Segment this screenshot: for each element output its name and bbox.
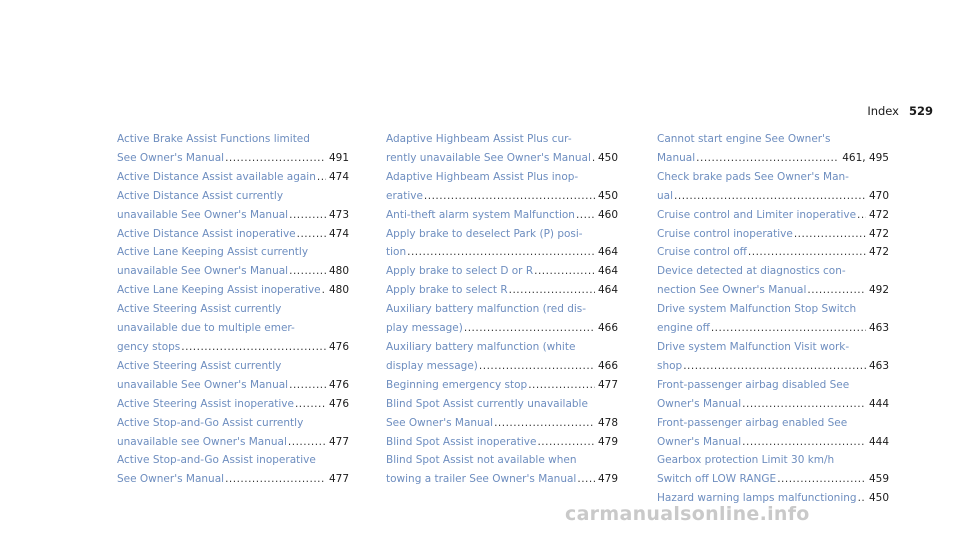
index-entry[interactable]	[386, 206, 618, 225]
index-entry-text[interactable]: unavailable See Owner's Manual	[117, 208, 289, 221]
dot-leader	[225, 149, 326, 168]
index-entry[interactable]	[386, 130, 618, 168]
index-entry-page[interactable]: 477	[597, 378, 618, 391]
dot-leader	[807, 281, 866, 300]
dot-leader	[857, 206, 866, 225]
index-entry-line	[117, 414, 349, 433]
index-entry-page[interactable]: 460	[597, 208, 618, 221]
index-entry-text[interactable]: Blind Spot Assist currently unavailable	[386, 397, 588, 410]
index-entry[interactable]	[386, 395, 618, 433]
dot-leader	[424, 187, 595, 206]
index-entry-text[interactable]: Auxiliary battery malfunction (white	[386, 340, 576, 353]
dot-leader	[711, 319, 866, 338]
index-entry[interactable]	[386, 300, 618, 338]
index-entry-line	[117, 281, 349, 300]
index-entry[interactable]	[657, 130, 889, 168]
index-entry-line	[657, 451, 889, 470]
index-entry-line	[386, 149, 618, 168]
dot-leader	[297, 225, 326, 244]
index-entry-text[interactable]: tion	[386, 246, 407, 259]
index-entry-line	[657, 206, 889, 225]
index-entry-text[interactable]: Active Stop-and-Go Assist currently	[117, 416, 304, 429]
index-entry-page[interactable]: 450	[868, 492, 889, 505]
index-entry-text[interactable]: Blind Spot Assist inoperative	[386, 435, 537, 448]
index-entry[interactable]	[657, 262, 889, 300]
index-entry-text[interactable]: Owner's Manual	[657, 435, 742, 448]
index-entry-page[interactable]: 474	[328, 170, 349, 183]
index-entry-line	[657, 357, 889, 376]
index-entry-line	[386, 319, 618, 338]
index-entry-line	[386, 262, 618, 281]
index-entry[interactable]	[386, 376, 618, 395]
index-entry-line	[386, 433, 618, 452]
index-entry-line	[386, 187, 618, 206]
index-entry-text[interactable]: nection See Owner's Manual	[657, 284, 807, 297]
index-entry-page[interactable]: 476	[328, 340, 349, 353]
index-entry-page[interactable]: 472	[868, 227, 889, 240]
dot-leader	[317, 168, 326, 187]
index-entry-line	[117, 319, 349, 338]
index-entry-line	[386, 376, 618, 395]
dot-leader	[289, 376, 326, 395]
index-entry-text[interactable]: Active Distance Assist inoperative	[117, 227, 296, 240]
index-entry-text[interactable]: Cannot start engine See Owner's	[657, 133, 831, 145]
index-entry-line	[117, 338, 349, 357]
index-entry[interactable]	[117, 187, 349, 225]
index-entry-page[interactable]: 464	[597, 265, 618, 278]
index-entry-page[interactable]: 480	[328, 265, 349, 278]
index-entry-text[interactable]: Check brake pads See Owner's Man-	[657, 170, 849, 183]
index-entry-line	[657, 395, 889, 414]
index-entry-line	[117, 149, 349, 168]
index-entry[interactable]	[657, 451, 889, 489]
index-entry-text[interactable]: Manual	[657, 151, 696, 164]
index-entry[interactable]	[117, 300, 349, 357]
index-entry-line	[117, 262, 349, 281]
dot-leader	[288, 433, 326, 452]
index-entry-page[interactable]: 472	[868, 208, 889, 221]
index-column-3	[657, 130, 889, 508]
index-entry-line	[386, 300, 618, 319]
index-entry-text[interactable]: unavailable See Owner's Manual	[117, 378, 289, 391]
index-entry-text[interactable]: Active Brake Assist Functions limited	[117, 133, 310, 145]
dot-leader	[696, 149, 839, 168]
index-entry[interactable]	[657, 376, 889, 414]
index-entry-text[interactable]: Active Steering Assist inoperative	[117, 397, 294, 410]
index-entry[interactable]	[117, 168, 349, 187]
index-entry-page[interactable]: 444	[868, 397, 889, 410]
dot-leader	[494, 414, 595, 433]
section-title: Index	[867, 104, 899, 118]
index-entry-line	[386, 168, 618, 187]
index-entry-page[interactable]: 479	[597, 473, 618, 486]
index-entry-line	[117, 225, 349, 244]
index-entry[interactable]	[117, 243, 349, 281]
index-entry-page[interactable]: 466	[597, 359, 618, 372]
dot-leader	[858, 489, 866, 508]
index-entry-line	[657, 338, 889, 357]
index-entry-page[interactable]: 459	[868, 473, 889, 486]
dot-leader	[289, 206, 326, 225]
index-entry[interactable]	[657, 338, 889, 376]
index-entry-page[interactable]: 476	[328, 378, 349, 391]
index-entry-page[interactable]: 474	[328, 227, 349, 240]
index-entry-line	[386, 414, 618, 433]
index-entry-line	[657, 262, 889, 281]
index-entry-line	[657, 168, 889, 187]
index-entry-text[interactable]: Hazard warning lamps malfunctioning	[657, 492, 857, 505]
index-entry[interactable]	[117, 451, 349, 489]
dot-leader	[295, 395, 326, 414]
index-entry[interactable]	[386, 281, 618, 300]
index-entry-line	[657, 376, 889, 395]
index-entry-line	[117, 130, 349, 149]
index-entry-text[interactable]: Active Distance Assist currently	[117, 189, 284, 202]
index-entry-line	[386, 130, 618, 149]
index-entry-text[interactable]: Adaptive Highbeam Assist Plus inop-	[386, 170, 579, 183]
index-entry-text[interactable]: shop	[657, 359, 683, 372]
index-entry[interactable]	[386, 225, 618, 263]
index-entry-text[interactable]: Beginning emergency stop	[386, 378, 528, 391]
index-entry-page[interactable]: 480	[328, 284, 349, 297]
index-entry-line	[657, 149, 889, 168]
index-entry-page[interactable]: 466	[597, 322, 618, 335]
index-entry-page[interactable]: 470	[868, 189, 889, 202]
index-entry-text[interactable]: Cruise control inoperative	[657, 227, 793, 240]
index-entry-page[interactable]: 463	[868, 322, 889, 335]
index-entry-text[interactable]: unavailable due to multiple emer-	[117, 322, 295, 335]
index-entry-text[interactable]: Front-passenger airbag enabled See	[657, 416, 848, 429]
watermark: carmanualsonline.info	[565, 503, 810, 525]
index-entry-line	[657, 433, 889, 452]
dot-leader	[577, 470, 595, 489]
index-entry-text[interactable]: Owner's Manual	[657, 397, 742, 410]
index-entry-line	[386, 451, 618, 470]
index-entry-page[interactable]: 461, 495	[842, 151, 889, 164]
index-entry-line	[386, 225, 618, 244]
index-entry[interactable]	[117, 395, 349, 414]
index-entry-line	[657, 243, 889, 262]
index-entry-text[interactable]: Gearbox protection Limit 30 km/h	[657, 454, 835, 467]
index-entry-page[interactable]: 450	[597, 151, 618, 164]
index-entry-line	[386, 281, 618, 300]
index-entry-text[interactable]: Apply brake to select D or R	[386, 265, 534, 278]
index-entry-text[interactable]: Adaptive Highbeam Assist Plus cur-	[386, 133, 572, 145]
index-entry-text[interactable]: unavailable See Owner's Manual	[117, 265, 289, 278]
index-entry-text[interactable]: unavailable see Owner's Manual	[117, 435, 287, 448]
dot-leader	[742, 395, 866, 414]
index-entry-line	[657, 225, 889, 244]
index-entry-text[interactable]: display message)	[386, 359, 478, 372]
index-entry-text[interactable]: See Owner's Manual	[117, 151, 225, 164]
index-entry-text[interactable]: Active Steering Assist currently	[117, 359, 282, 372]
index-entry-page[interactable]: 444	[868, 435, 889, 448]
index-entry-line	[657, 187, 889, 206]
index-entry-line	[657, 319, 889, 338]
index-entry-text[interactable]: Cruise control off	[657, 246, 747, 259]
index-entry-line	[386, 206, 618, 225]
index-entry-page[interactable]: 477	[328, 435, 349, 448]
dot-leader	[537, 433, 595, 452]
index-entry-page[interactable]: 477	[328, 473, 349, 486]
index-entry-page[interactable]: 491	[328, 151, 349, 164]
index-entry-text[interactable]: Active Stop-and-Go Assist inoperative	[117, 454, 316, 467]
dot-leader	[528, 376, 595, 395]
index-entry[interactable]	[657, 168, 889, 206]
index-entry[interactable]	[117, 225, 349, 244]
index-entry-page[interactable]: 473	[328, 208, 349, 221]
dot-leader	[674, 187, 866, 206]
index-entry-text[interactable]: Apply brake to select R	[386, 284, 508, 297]
index-entry-text[interactable]: erative	[386, 189, 423, 202]
dot-leader	[777, 470, 866, 489]
index-entry-page[interactable]: 450	[597, 189, 618, 202]
dot-leader	[322, 281, 326, 300]
index-entry-line	[117, 470, 349, 489]
index-entry-text[interactable]: Active Lane Keeping Assist currently	[117, 246, 309, 259]
index-entry[interactable]	[657, 243, 889, 262]
index-entry-page[interactable]: 478	[597, 416, 618, 429]
dot-leader	[225, 470, 326, 489]
dot-leader	[683, 357, 866, 376]
index-column-1	[117, 130, 349, 489]
index-entry-text[interactable]: See Owner's Manual	[386, 416, 494, 429]
index-entry-page[interactable]: 464	[597, 284, 618, 297]
index-entry-text[interactable]: towing a trailer See Owner's Manual	[386, 473, 577, 486]
index-entry-line	[117, 433, 349, 452]
index-entry[interactable]	[657, 225, 889, 244]
dot-leader	[748, 243, 866, 262]
index-entry-text[interactable]: Drive system Malfunction Stop Switch	[657, 303, 857, 316]
index-entry[interactable]	[386, 168, 618, 206]
index-entry-text[interactable]: Active Steering Assist currently	[117, 303, 282, 316]
index-entry-page[interactable]: 476	[328, 397, 349, 410]
dot-leader	[794, 225, 866, 244]
index-entry[interactable]	[117, 357, 349, 395]
index-entry-line	[117, 168, 349, 187]
index-entry-line	[117, 206, 349, 225]
index-column-2	[386, 130, 618, 489]
index-entry-line	[117, 376, 349, 395]
index-entry-text[interactable]: See Owner's Manual	[117, 473, 225, 486]
index-entry-page[interactable]: 492	[868, 284, 889, 297]
index-entry-line	[117, 243, 349, 262]
index-entry-text[interactable]: Apply brake to deselect Park (P) posi-	[386, 227, 583, 240]
index-entry-page[interactable]: 464	[597, 246, 618, 259]
index-entry-line	[657, 470, 889, 489]
index-entry-line	[386, 338, 618, 357]
index-entry-line	[117, 451, 349, 470]
index-entry[interactable]	[117, 281, 349, 300]
index-entry[interactable]	[386, 262, 618, 281]
index-entry-line	[386, 357, 618, 376]
index-entry-line	[386, 470, 618, 489]
index-entry[interactable]	[117, 130, 349, 168]
index-entry-line	[117, 357, 349, 376]
index-entry-text[interactable]: Anti-theft alarm system Malfunction	[386, 208, 575, 221]
index-entry-page[interactable]: 472	[868, 246, 889, 259]
index-entry-line	[117, 395, 349, 414]
index-entry-line	[657, 300, 889, 319]
dot-leader	[289, 262, 326, 281]
index-entry-text[interactable]: Device detected at diagnostics con-	[657, 265, 846, 278]
index-entry[interactable]	[117, 414, 349, 452]
index-entry[interactable]	[386, 451, 618, 489]
index-entry-text[interactable]: engine off	[657, 322, 710, 335]
index-entry-text[interactable]: ual	[657, 189, 674, 202]
dot-leader	[509, 281, 595, 300]
dot-leader	[464, 319, 595, 338]
index-entry-text[interactable]: gency stops	[117, 340, 181, 353]
dot-leader	[592, 149, 595, 168]
index-entry-text[interactable]: Front-passenger airbag disabled See	[657, 378, 850, 391]
index-entry-line	[657, 281, 889, 300]
index-entry[interactable]	[386, 338, 618, 376]
index-entry-line	[386, 243, 618, 262]
index-entry-line	[117, 300, 349, 319]
index-entry-line	[657, 130, 889, 149]
index-entry-text[interactable]: Drive system Malfunction Visit work-	[657, 340, 850, 353]
index-entry[interactable]	[657, 414, 889, 452]
index-entry-text[interactable]: rently unavailable See Owner's Manual	[386, 151, 591, 164]
index-entry-text[interactable]: play message)	[386, 322, 463, 335]
page-header	[867, 104, 933, 118]
index-entry-text[interactable]: Blind Spot Assist not available when	[386, 454, 577, 467]
index-entry-text[interactable]: Cruise control and Limiter inoperative	[657, 208, 857, 221]
index-entry-line	[386, 395, 618, 414]
index-entry-text[interactable]: Active Distance Assist available again	[117, 170, 316, 183]
dot-leader	[181, 338, 326, 357]
dot-leader	[479, 357, 595, 376]
index-entry-line	[657, 414, 889, 433]
index-entry[interactable]	[386, 433, 618, 452]
dot-leader	[742, 433, 866, 452]
index-entry[interactable]	[657, 206, 889, 225]
index-entry[interactable]	[657, 300, 889, 338]
index-entry-text[interactable]: Switch off LOW RANGE	[657, 473, 777, 486]
index-entry-text[interactable]: Auxiliary battery malfunction (red dis-	[386, 303, 587, 316]
dot-leader	[534, 262, 595, 281]
page-number: 529	[908, 104, 933, 118]
index-entry-line	[117, 187, 349, 206]
index-entry-text[interactable]: Active Lane Keeping Assist inoperative	[117, 284, 321, 297]
index-entry-page[interactable]: 463	[868, 359, 889, 372]
dot-leader	[407, 243, 595, 262]
dot-leader	[576, 206, 595, 225]
index-entry-page[interactable]: 479	[597, 435, 618, 448]
